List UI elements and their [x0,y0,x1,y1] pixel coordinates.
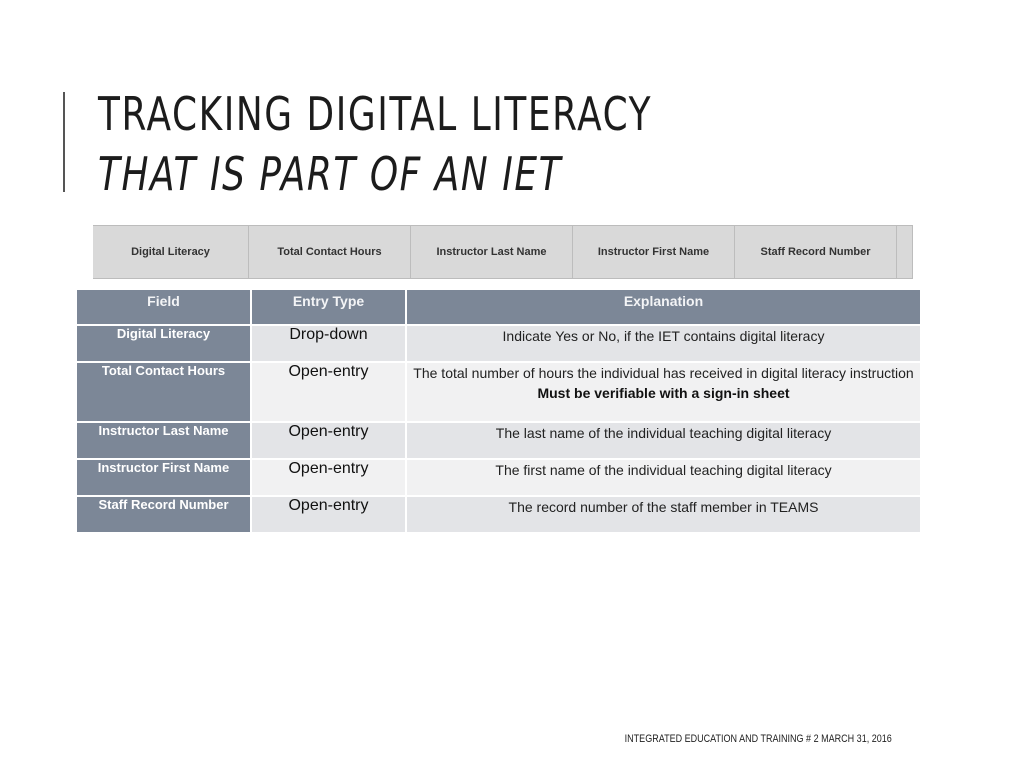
row-explanation-text: The total number of hours the individual has received in digital literacy instruction [413,365,914,381]
row-entry-type: Drop-down [252,326,407,363]
row-explanation [407,363,922,423]
row-field: Staff Record Number [77,497,252,534]
header-field: Field [77,290,252,326]
form-column-instructor-first-name: Instructor First Name [573,226,735,278]
form-column-instructor-last-name: Instructor Last Name [411,226,573,278]
slide-title-italic: THAT IS PART OF AN IET [98,147,563,201]
table-header-row [77,290,922,326]
row-explanation [407,423,922,460]
header-explanation: Explanation [407,290,922,326]
row-field: Instructor Last Name [77,423,252,460]
title-accent-bar [63,92,65,192]
row-explanation [407,326,922,363]
row-explanation-text: Indicate Yes or No, if the IET contains digital literacy [502,328,825,344]
row-explanation-text: The last name of the individual teaching digital literacy [495,425,832,441]
row-explanation [407,460,922,497]
slide-footer: INTEGRATED EDUCATION AND TRAINING # 2 MARCH 31, 2016 [624,733,892,745]
row-field: Instructor First Name [77,460,252,497]
form-column-staff-record-number: Staff Record Number [735,226,897,278]
row-explanation-text: The record number of the staff member in TEAMS [508,499,819,515]
row-explanation-text: The first name of the individual teaching digital literacy [495,462,832,478]
slide-title [98,84,753,204]
table-row [77,460,922,497]
row-entry-type: Open-entry [252,460,407,497]
field-definitions-table [77,290,922,534]
row-entry-type: Open-entry [252,423,407,460]
table-row [77,326,922,363]
table-row [77,497,922,534]
table-row [77,423,922,460]
slide-title-plain: TRACKING DIGITAL LITERACY [98,87,653,141]
form-column-cut-off [897,226,913,278]
row-entry-type: Open-entry [252,363,407,423]
row-field: Digital Literacy [77,326,252,363]
header-entry-type: Entry Type [252,290,407,326]
form-column-digital-literacy: Digital Literacy [93,226,249,278]
row-explanation [407,497,922,534]
row-explanation-note: Must be verifiable with a sign-in sheet [537,385,790,401]
table-row [77,363,922,423]
form-column-total-contact-hours: Total Contact Hours [249,226,411,278]
form-screenshot-strip [93,225,913,279]
row-entry-type: Open-entry [252,497,407,534]
row-field: Total Contact Hours [77,363,252,423]
